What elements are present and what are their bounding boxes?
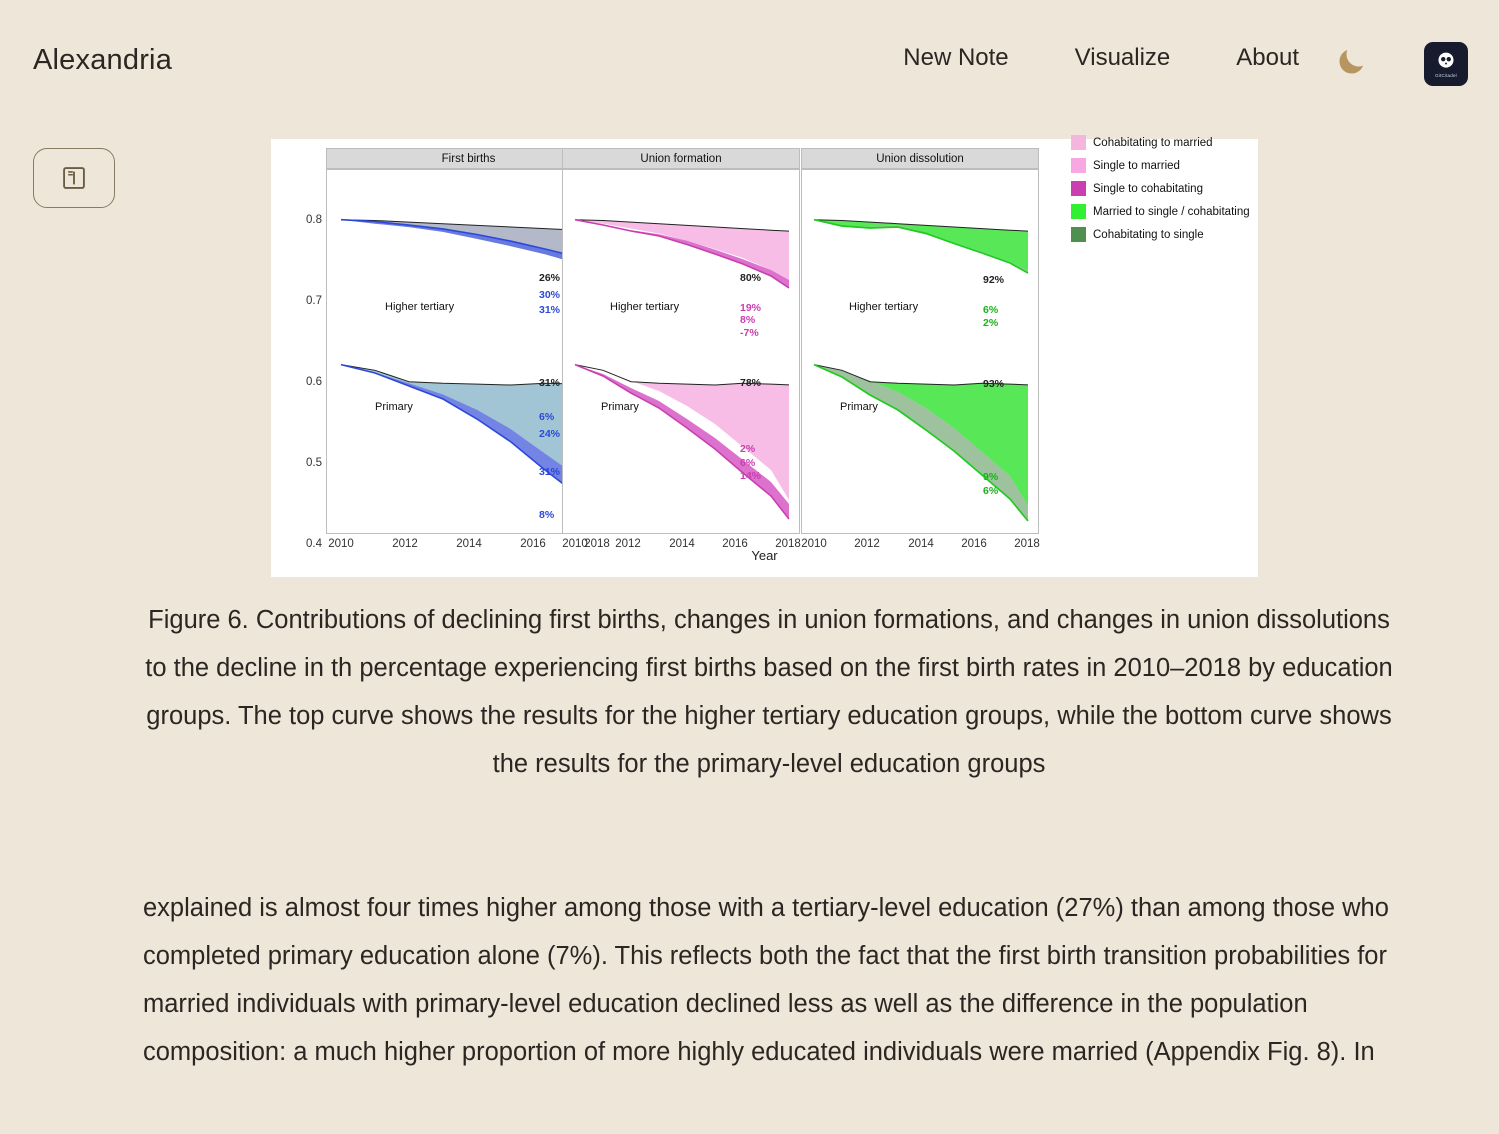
legend-item-0 <box>1071 131 1256 154</box>
y-tick-0.7: 0.7 <box>306 294 322 307</box>
p2-x-tick-2016: 2016 <box>722 538 748 550</box>
legend-swatch-cohabitating-to-single <box>1071 227 1086 242</box>
annotation-fb-lower-0: 31% <box>539 377 561 389</box>
y-tick-0.4: 0.4 <box>306 538 322 551</box>
annotation-ud-upper-1: 6% <box>983 304 999 316</box>
p2-x-tick-2018: 2018 <box>775 538 801 550</box>
annotation-uf-lower-3: 14% <box>740 470 762 482</box>
group-label-higher-tertiary-p1: Higher tertiary <box>385 301 455 313</box>
chart-legend <box>1071 136 1256 246</box>
annotation-ud-lower-2: 6% <box>983 485 999 497</box>
panel-title-first-births: First births <box>326 148 611 169</box>
p3-x-tick-2012: 2012 <box>854 538 880 550</box>
group-label-higher-tertiary-p3: Higher tertiary <box>849 301 919 313</box>
p2-x-tick-2012: 2012 <box>615 538 641 550</box>
book-icon-button[interactable] <box>33 148 115 208</box>
y-tick-0.5: 0.5 <box>306 457 322 469</box>
legend-swatch-single-to-cohabitating <box>1071 181 1086 196</box>
nav-about[interactable]: About <box>1236 44 1299 71</box>
legend-item-1 <box>1071 154 1256 177</box>
panel-union-dissolution-plot <box>802 170 1040 535</box>
annotation-fb-upper-2: 31% <box>539 304 561 316</box>
group-label-higher-tertiary-p2: Higher tertiary <box>610 301 680 313</box>
p1-x-tick-2014: 2014 <box>456 538 482 550</box>
avatar[interactable] <box>1424 42 1468 86</box>
annotation-uf-upper-0: 80% <box>740 272 762 284</box>
p3-x-tick-2016: 2016 <box>961 538 987 550</box>
legend-label-3: Married to single / cohabitating <box>1093 205 1250 218</box>
p1-x-tick-2012: 2012 <box>392 538 418 550</box>
annotation-uf-lower-0: 78% <box>740 377 762 389</box>
y-tick-0.8: 0.8 <box>306 213 322 226</box>
book-icon <box>60 164 88 192</box>
annotation-fb-lower-1: 6% <box>539 411 555 423</box>
panel-union-formation <box>562 169 801 550</box>
p2-x-tick-2014: 2014 <box>669 538 695 550</box>
legend-swatch-single-to-married <box>1071 158 1086 173</box>
legend-swatch-cohabitating-to-married <box>1071 135 1086 150</box>
y-tick-0.6: 0.6 <box>306 375 322 388</box>
chart-x-axis-label: Year <box>751 548 778 563</box>
annotation-uf-lower-2: 6% <box>740 457 756 469</box>
body-paragraph: explained is almost four times higher among those with a tertiary-level education (27%) than among those who completed primary education alone (7%). This reflects both the fact that the first birth transition probabilities for married individuals with primary-level education declined less as well as the difference in the population composition: a much higher proportion of more highly educated individuals were married (Appendix Fig. 8). In <box>143 894 1389 1066</box>
panel-union-dissolution <box>801 169 1040 550</box>
panel-title-union-dissolution: Union dissolution <box>801 148 1039 169</box>
legend-label-1: Single to married <box>1093 159 1180 172</box>
figure-caption: Figure 6. Contributions of declining first births, changes in union formations, and changes in union dissolutions to the decline in th percentage experiencing first births based on the first birth rates in 2010–2018 by education groups. The top curve shows the results for the higher tertiary education groups, while the bottom curve shows the results for the primary-level education groups <box>145 606 1393 778</box>
nav-visualize[interactable]: Visualize <box>1074 44 1171 71</box>
p3-x-tick-2018: 2018 <box>1014 538 1040 550</box>
nav-new-note[interactable]: New Note <box>903 44 1009 71</box>
app-title: Alexandria <box>33 44 173 76</box>
annotation-ud-upper-2: 2% <box>983 317 999 329</box>
panel-title-union-formation: Union formation <box>562 148 800 169</box>
group-label-primary-p1: Primary <box>375 401 413 413</box>
p1-x-tick-2018: 2018 <box>584 538 610 550</box>
annotation-ud-lower-1: 9% <box>983 471 999 483</box>
group-label-primary-p3: Primary <box>840 401 878 413</box>
p3-x-tick-2010: 2010 <box>801 538 827 550</box>
chart-canvas <box>271 136 1258 577</box>
group-label-primary-p2: Primary <box>601 401 639 413</box>
legend-item-4 <box>1071 223 1256 246</box>
annotation-fb-lower-3: 31% <box>539 466 561 478</box>
legend-label-4: Cohabitating to single <box>1093 228 1204 241</box>
panel-union-formation-plot <box>563 170 801 535</box>
annotation-uf-lower-1: 2% <box>740 443 756 455</box>
annotation-ud-lower-0: 93% <box>983 378 1005 390</box>
annotation-uf-upper-2: 8% <box>740 314 756 326</box>
annotation-uf-upper-3: -7% <box>740 327 759 339</box>
annotation-fb-lower-2: 24% <box>539 428 561 440</box>
p3-x-tick-2014: 2014 <box>908 538 934 550</box>
app-header <box>0 0 1499 122</box>
p2-x-tick-2010: 2010 <box>562 538 588 550</box>
legend-item-3 <box>1071 200 1256 223</box>
p1-x-tick-2016: 2016 <box>520 538 546 550</box>
main-nav <box>903 44 1299 72</box>
avatar-label: GitCitadel <box>1435 73 1457 78</box>
annotation-ud-upper-0: 92% <box>983 274 1005 286</box>
p1-x-tick-2010: 2010 <box>328 538 354 550</box>
annotation-uf-upper-1: 19% <box>740 302 762 314</box>
legend-label-2: Single to cohabitating <box>1093 182 1203 195</box>
annotation-fb-lower-4: 8% <box>539 509 555 521</box>
figure-image <box>271 136 1258 577</box>
moon-icon[interactable] <box>1331 42 1371 82</box>
annotation-fb-upper-0: 26% <box>539 272 561 284</box>
owl-icon <box>1435 50 1457 72</box>
legend-label-0: Cohabitating to married <box>1093 136 1213 149</box>
annotation-fb-upper-1: 30% <box>539 289 561 301</box>
legend-swatch-married-to-single <box>1071 204 1086 219</box>
legend-item-2 <box>1071 177 1256 200</box>
